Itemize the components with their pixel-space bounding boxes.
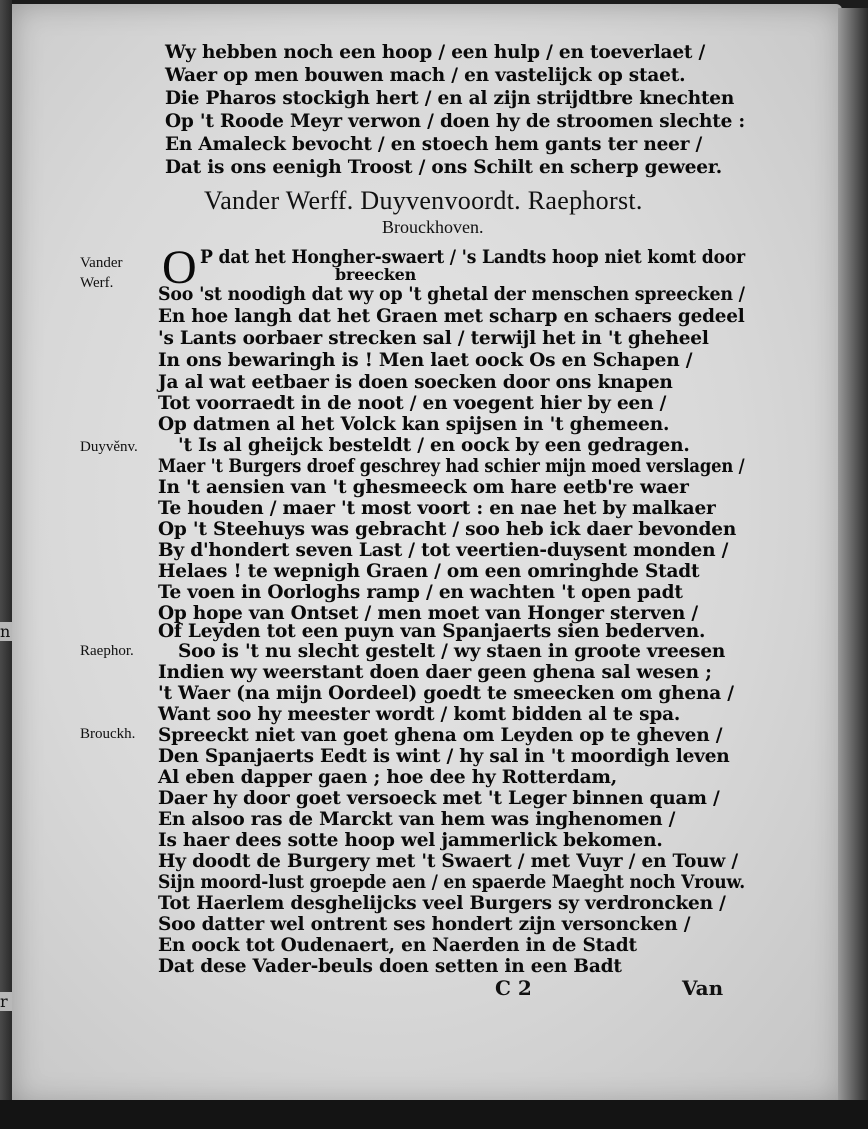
verse-line: En hoe langh dat het Graen met scharp en schaers gedeel [158,306,745,327]
verse-line: Dat is ons eenigh Troost / ons Schilt en scherp geweer. [165,157,722,178]
verse-line: En oock tot Oudenaert, en Naerden in de Stadt [158,935,637,956]
verse-line: En Amaleck bevocht / en stoech hem gants ter neer / [165,134,703,155]
verse-line: Te houden / maer 't most voort : en nae het by malkaer [158,498,716,519]
scan-background [0,1100,868,1129]
verse-line: Al eben dapper gaen ; hoe dee hy Rotterdam, [158,767,618,788]
speaker-label-raephorst: Raephor. [80,643,134,659]
verse-line: Die Pharos stockigh hert / en al zijn strijdtbre knechten [165,88,735,109]
verse-line: Soo 'st noodigh dat wy op 't ghetal der menschen spreecken / [158,284,745,305]
verse-line: Te voen in Oorloghs ramp / en wachten 't open padt [158,582,683,603]
speaker-label-duyvenvoordt: Duyvěnv. [80,439,138,455]
verse-line: Op 't Steehuys was gebracht / soo heb ick daer bevonden [158,519,737,540]
speaker-label-brouckhoven: Brouckh. [80,726,136,742]
verse-line: In 't aensien van 't ghesmeeck om hare eetb're waer [158,477,689,498]
verse-line: Of Leyden tot een puyn van Spanjaerts sien bederven. [158,621,706,642]
page-stack-edge [838,8,868,1118]
verse-line: Wy hebben noch een hoop / een hulp / en toeverlaet / [165,42,706,63]
verse-line: Want soo hy meester wordt / komt bidden al te spa. [158,704,681,725]
verse-line: Helaes ! te wepnigh Graen / om een omringhde Stadt [158,561,700,582]
verse-line: In ons bewaringh is ! Men laet oock Os en Schapen / [158,350,693,371]
verse-line: Dat dese Vader-beuls doen setten in een Badt [158,956,622,977]
verse-line: Op datmen al het Volck kan spijsen in 't ghemeen. [158,414,670,435]
verse-line: Maer 't Burgers droef geschrey had schier mijn moed verslagen / [158,456,745,477]
verse-line: Hy doodt de Burgery met 't Swaert / met Vuyr / en Touw / [158,851,738,872]
adjacent-page-fragment: n [0,622,11,641]
signature-mark: C 2 [495,976,532,1000]
verse-line: Soo is 't nu slecht gestelt / wy staen in groote vreesen [178,641,726,662]
verse-line: 't Is al gheijck besteldt / en oock by een gedragen. [178,435,690,456]
adjacent-page-edge [0,0,12,1129]
verse-line: P dat het Hongher-swaert / 's Landts hoop niet komt door [200,247,745,268]
verse-line: Waer op men bouwen mach / en vastelijck op staet. [165,65,686,86]
scene-heading: Vander Werff. Duyvenvoordt. Raephorst. [204,186,643,215]
verse-line: Op hope van Ontset / men moet van Honger sterven / [158,603,698,624]
verse-line: 't Waer (na mijn Oordeel) goedt te smeecken om ghena / [158,683,734,704]
verse-line: Den Spanjaerts Eedt is wint / hy sal in 't moordigh leven [158,746,730,767]
verse-line: Daer hy door goet versoeck met 't Leger binnen quam / [158,788,720,809]
verse-line: Is haer dees sotte hoop wel jammerlick bekomen. [158,830,663,851]
scene-subheading: Brouckhoven. [382,217,484,237]
verse-line: Spreeckt niet van goet ghena om Leyden op te gheven / [158,725,723,746]
verse-line: Indien wy weerstant doen daer geen ghena sal wesen ; [158,662,712,683]
verse-line: Soo datter wel ontrent ses hondert zijn versoncken / [158,914,691,935]
verse-line: Tot Haerlem desghelijcks veel Burgers sy verdroncken / [158,893,726,914]
verse-line: En alsoo ras de Marckt van hem was inghenomen / [158,809,676,830]
verse-line: breecken [335,265,417,284]
catchword: Van [682,976,724,1000]
speaker-label-vander-werf: Werf. [80,275,114,291]
verse-line: Tot voorraedt in de noot / en voegent hier by een / [158,393,667,414]
verse-line: Op 't Roode Meyr verwon / doen hy de stroomen slechte : [165,111,746,132]
drop-cap: O [162,241,197,294]
adjacent-page-fragment: r [0,992,12,1011]
verse-line: Sijn moord-lust groepde aen / en spaerde Maeght noch Vrouw. [158,872,746,893]
verse-line: By d'hondert seven Last / tot veertien-duysent monden / [158,540,729,561]
verse-line: Ja al wat eetbaer is doen soecken door ons knapen [158,372,673,393]
verse-line: 's Lants oorbaer strecken sal / terwijl het in 't gheheel [158,328,709,349]
speaker-label-vander-werf: Vander [80,255,123,271]
